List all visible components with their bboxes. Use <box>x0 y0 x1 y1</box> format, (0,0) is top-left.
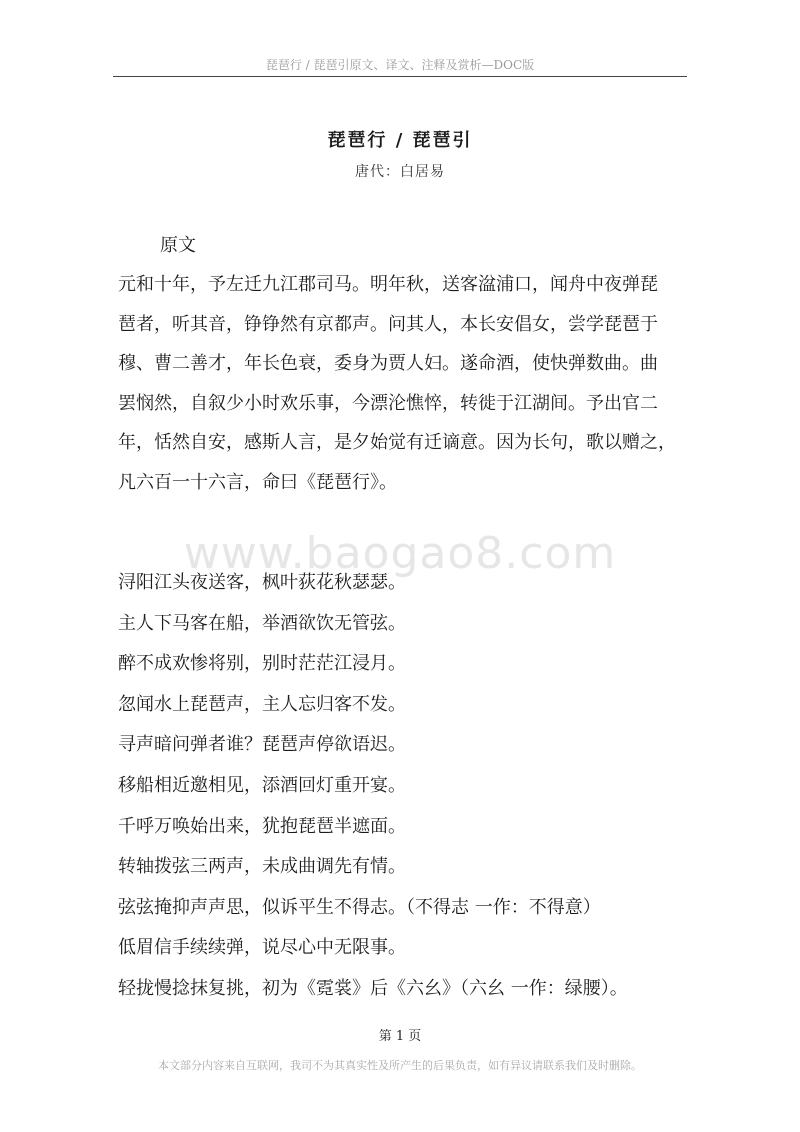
document-author: 唐代：白居易 <box>355 164 445 180</box>
section-label-original: 原文 <box>160 235 196 256</box>
poem-line: 浔阳江头夜送客，枫叶荻花秋瑟瑟。 <box>118 572 406 593</box>
poem-line: 千呼万唤始出来，犹抱琵琶半遮面。 <box>118 815 406 837</box>
preface-line: 罢悯然，自叙少小时欢乐事，今漂沦憔悴，转徙于江湖间。予出官二 <box>118 392 658 414</box>
preface-line: 琶者，听其音，铮铮然有京都声。问其人，本长安倡女，尝学琵琶于 <box>118 313 658 335</box>
page-number: 第 1 页 <box>378 1029 422 1044</box>
preface-line: 凡六百一十六言，命曰《琵琶行》。 <box>118 471 397 493</box>
preface-line: 元和十年，予左迁九江郡司马。明年秋，送客湓浦口，闻舟中夜弹琵 <box>118 274 658 295</box>
preface-line: 穆、曹二善才，年长色衰，委身为贾人妇。遂命酒，使快弹数曲。曲 <box>118 353 658 374</box>
poem-line: 低眉信手续续弹，说尽心中无限事。 <box>118 937 406 959</box>
watermark: www.baogao8.com <box>183 528 617 579</box>
poem-line: 转轴拨弦三两声，未成曲调先有情。 <box>118 856 406 878</box>
poem-line: 弦弦掩抑声声思，似诉平生不得志。（不得志 一作：不得意） <box>118 896 601 918</box>
preface-paragraph <box>118 265 682 502</box>
page-header: 琵琶行 / 琵琶引原文、译文、注释及赏析—DOC版 <box>265 58 535 72</box>
poem-line: 醉不成欢惨将别，别时茫茫江浸月。 <box>118 653 406 675</box>
poem-line: 寻声暗问弹者谁？琵琶声停欲语迟。 <box>118 734 406 756</box>
poem-body <box>118 563 718 1010</box>
header-divider <box>113 76 687 77</box>
footer-disclaimer: 本文部分内容来自互联网，我司不为其真实性及所产生的后果负责，如有异议请联系我们及时删除。 <box>158 1059 642 1072</box>
document-title: 琵琶行 / 琵琶引 <box>327 130 473 151</box>
poem-line: 忽闻水上琵琶声，主人忘归客不发。 <box>118 693 406 715</box>
poem-line: 移船相近邀相见，添酒回灯重开宴。 <box>118 774 406 796</box>
poem-line: 主人下马客在船，举酒欲饮无管弦。 <box>118 612 406 634</box>
preface-line: 年，恬然自安，感斯人言，是夕始觉有迁谪意。因为长句，歌以赠之， <box>118 432 676 453</box>
poem-line: 轻拢慢捻抹复挑，初为《霓裳》后《六幺》（六幺 一作：绿腰）。 <box>118 977 628 999</box>
